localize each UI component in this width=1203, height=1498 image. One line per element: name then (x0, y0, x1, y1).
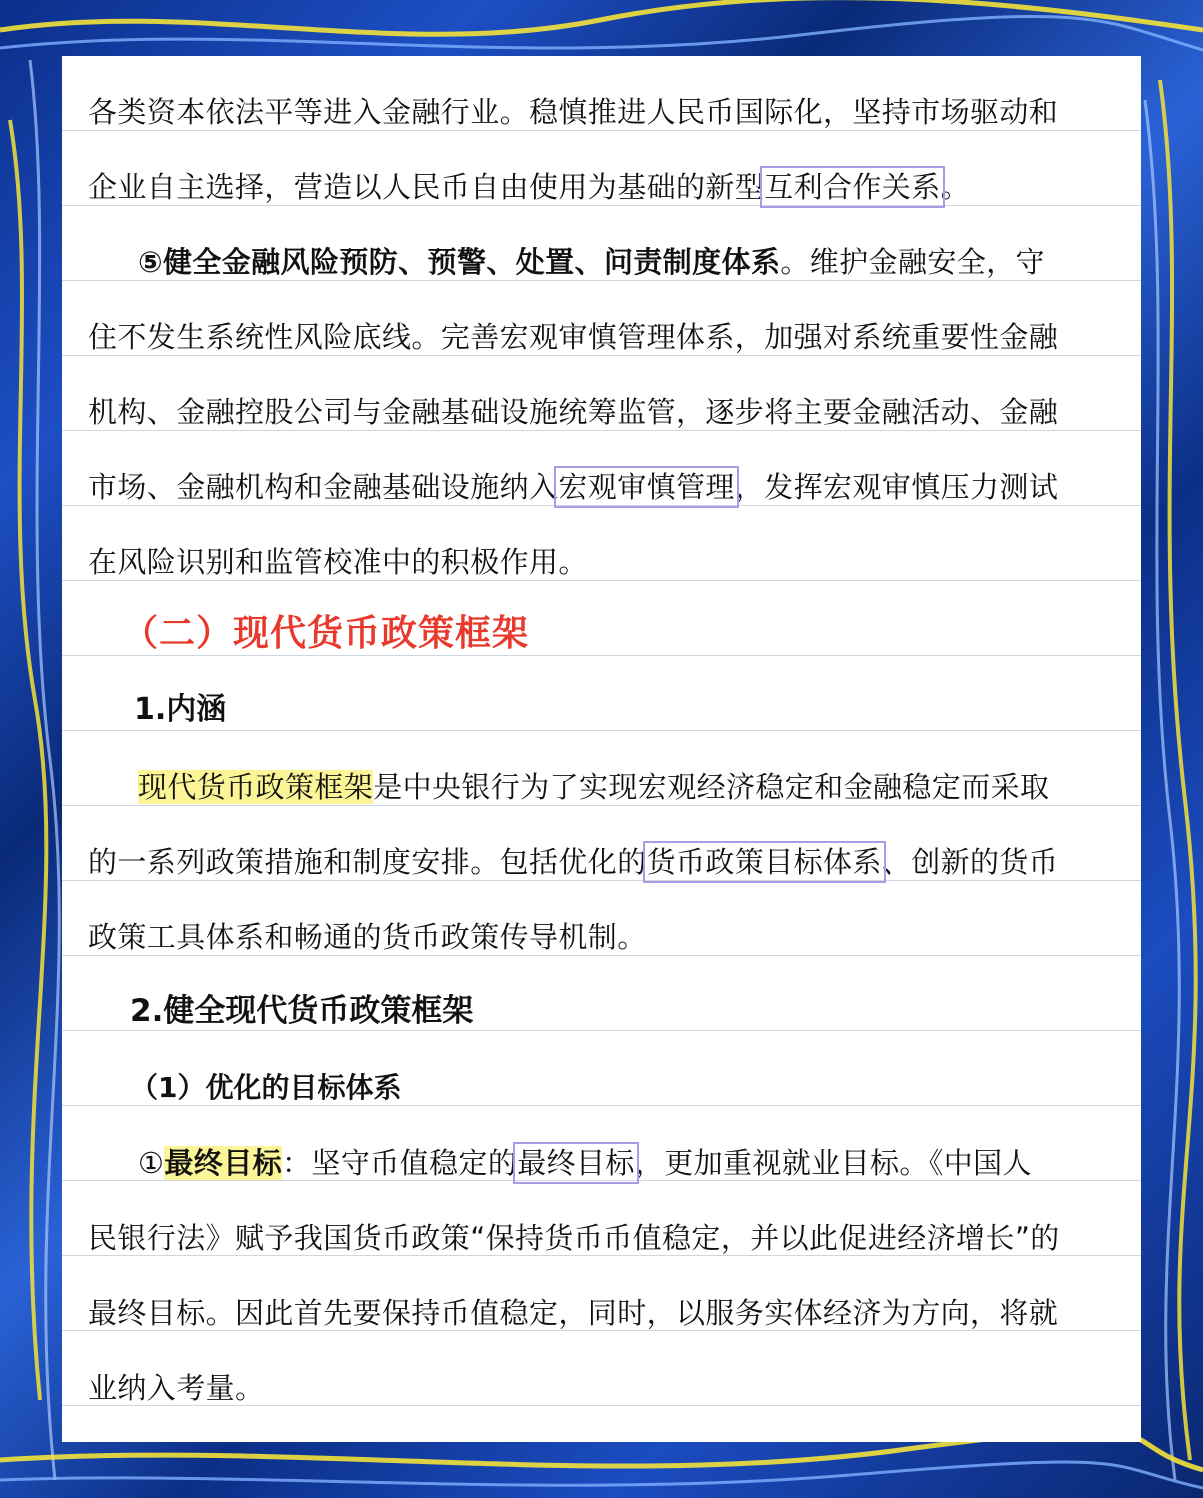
text-line: 最终目标。因此首先要保持币值稳定，同时，以服务实体经济为方向，将就 (88, 1296, 1059, 1330)
boxed-term: 互利合作关系 (764, 170, 941, 204)
boxed-term: 货币政策目标体系 (646, 845, 882, 879)
section-heading: （二）现代货币政策框架 (122, 613, 530, 654)
subsection-heading: 1.内涵 (134, 692, 227, 727)
subsection-heading: （1）优化的目标体系 (130, 1071, 402, 1104)
text-line: 在风险识别和监管校准中的积极作用。 (88, 545, 588, 579)
text-line: 政策工具体系和畅通的货币政策传导机制。 (88, 920, 647, 954)
text-line: 市场、金融机构和金融基础设施纳入宏观审慎管理，发挥宏观审慎压力测试 (88, 470, 1059, 504)
subsection-heading: 2.健全现代货币政策框架 (130, 993, 474, 1029)
text-line: 机构、金融控股公司与金融基础设施统筹监管，逐步将主要金融活动、金融 (88, 395, 1059, 429)
text-line: 业纳入考量。 (88, 1371, 265, 1405)
document-page (62, 56, 1141, 1442)
text-line: 各类资本依法平等进入金融行业。稳慎推进人民币国际化，坚持市场驱动和 (88, 95, 1059, 129)
highlighted-term: 现代货币政策框架 (138, 770, 374, 804)
boxed-term: 最终目标 (517, 1146, 635, 1180)
highlighted-term: 最终目标 (164, 1146, 283, 1180)
text-line: 的一系列政策措施和制度安排。包括优化的货币政策目标体系、创新的货币 (88, 845, 1059, 879)
text-line: 住不发生系统性风险底线。完善宏观审慎管理体系，加强对系统重要性金融 (88, 320, 1059, 354)
text-line: 企业自主选择，营造以人民币自由使用为基础的新型互利合作关系。 (88, 170, 971, 204)
boxed-term: 宏观审慎管理 (558, 470, 735, 504)
text-line: ①最终目标：坚守币值稳定的最终目标，更加重视就业目标。《中国人 (138, 1146, 1032, 1180)
bold-lead: ⑤健全金融风险预防、预警、处置、问责制度体系 (138, 245, 781, 279)
text-line: 现代货币政策框架是中央银行为了实现宏观经济稳定和金融稳定而采取 (138, 770, 1050, 804)
text-line: ⑤健全金融风险预防、预警、处置、问责制度体系。维护金融安全，守 (138, 245, 1045, 279)
text-line: 民银行法》赋予我国货币政策“保持货币币值稳定，并以此促进经济增长”的 (88, 1221, 1060, 1255)
